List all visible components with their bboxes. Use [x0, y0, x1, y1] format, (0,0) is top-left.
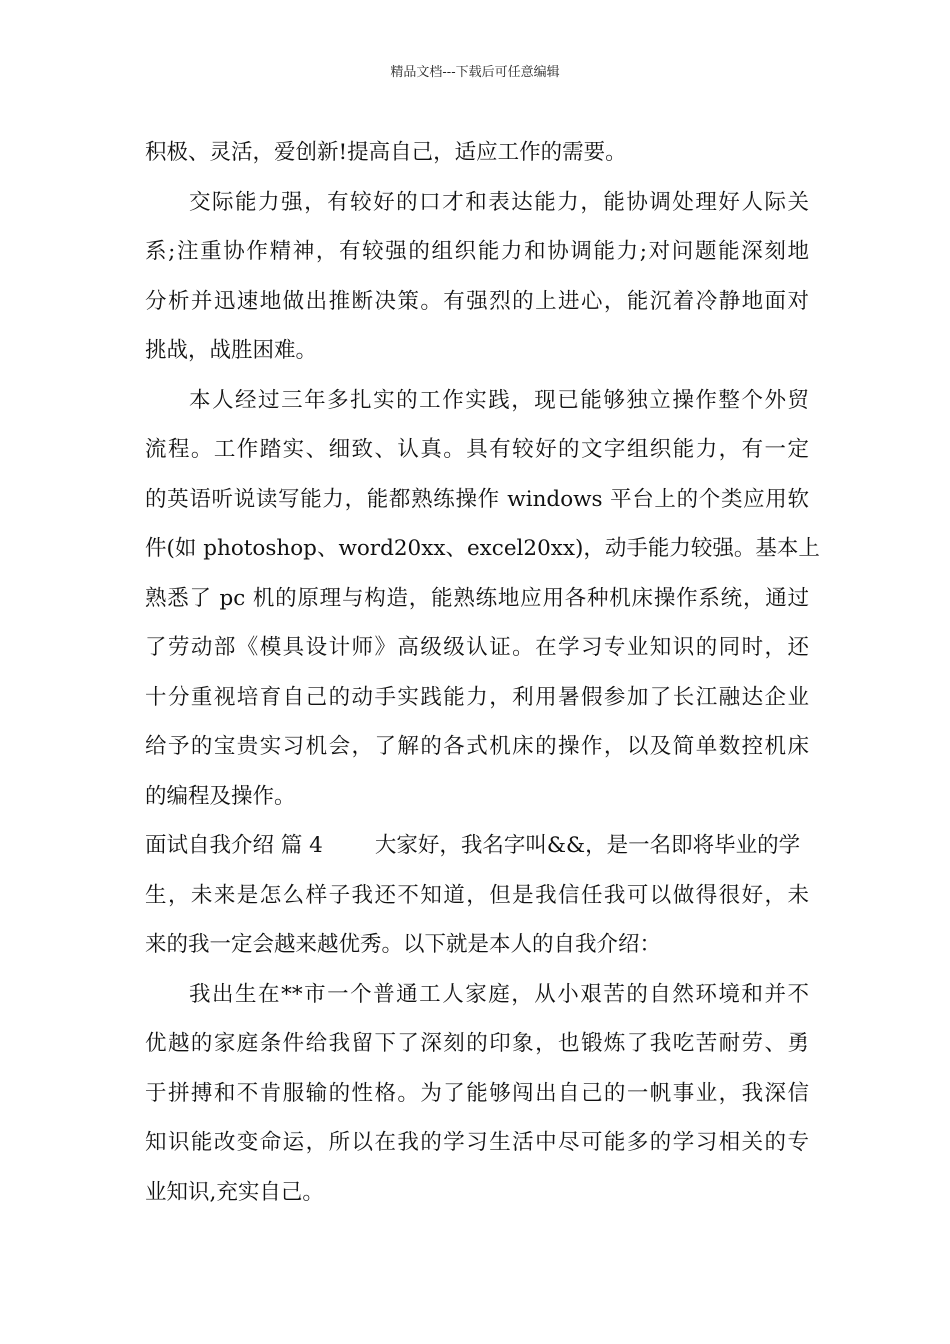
text-line: 本人经过三年多扎实的工作实践，现已能够独立操作整个外贸 — [189, 387, 809, 413]
text-line: 系;注重协作精神，有较强的组织能力和协调能力;对问题能深刻地 — [145, 239, 809, 264]
text-line: 挑战，战胜困难。 — [145, 338, 318, 363]
text-line: 生，未来是怎么样子我还不知道，但是我信任我可以做得很好，未 — [145, 882, 809, 908]
paragraph — [145, 376, 820, 822]
document-body — [145, 128, 820, 1217]
text-line: 业知识,充实自己。 — [145, 1179, 324, 1205]
paragraph — [145, 970, 809, 1218]
text-line: 件(如 photoshop、word20xx、excel20xx)，动手能力较强。基本上 — [145, 536, 820, 561]
text-line: 了劳动部《模具设计师》高级级认证。在学习专业知识的同时，还 — [145, 635, 809, 660]
text-run: 大家好，我名字叫&&，是一名即将毕业的学 — [374, 833, 801, 858]
text-line: 积极、灵活，爱创新!提高自己，适应工作的需要。 — [145, 140, 627, 165]
text-line: 分析并迅速地做出推断决策。有强烈的上进心，能沉着冷静地面对 — [145, 288, 809, 314]
text-line: 的英语听说读写能力，能都熟练操作 windows 平台上的个类应用软 — [145, 486, 809, 512]
text-line: 知识能改变命运，所以在我的学习生活中尽可能多的学习相关的专 — [145, 1130, 809, 1155]
heading-line — [145, 821, 809, 871]
text-line: 的编程及操作。 — [145, 783, 296, 809]
text-line: 十分重视培育自己的动手实践能力，利用暑假参加了长江融达企业 — [145, 684, 809, 710]
text-line: 优越的家庭条件给我留下了深刻的印象，也锻炼了我吃苦耐劳、勇 — [145, 1031, 809, 1056]
text-line: 给予的宝贵实习机会，了解的各式机床的操作，以及简单数控机床 — [145, 734, 809, 759]
page-header: 精品文档---下载后可任意编辑 — [390, 65, 560, 80]
text-line: 来的我一定会越来越优秀。以下就是本人的自我介绍： — [145, 932, 662, 957]
section-heading: 面试自我介绍 篇 4 — [145, 833, 323, 858]
paragraph — [145, 128, 809, 178]
paragraph — [145, 178, 809, 376]
text-line: 交际能力强，有较好的口才和表达能力，能协调处理好人际关 — [189, 189, 809, 215]
text-line: 我出生在**市一个普通工人家庭，从小艰苦的自然环境和并不 — [189, 981, 809, 1007]
text-line: 熟悉了 pc 机的原理与构造，能熟练地应用各种机床操作系统，通过 — [145, 585, 809, 611]
text-line: 流程。工作踏实、细致、认真。具有较好的文字组织能力，有一定 — [145, 437, 809, 462]
paragraph — [145, 821, 809, 970]
text-line: 于拼搏和不肯服输的性格。为了能够闯出自己的一帆事业，我深信 — [145, 1080, 809, 1106]
